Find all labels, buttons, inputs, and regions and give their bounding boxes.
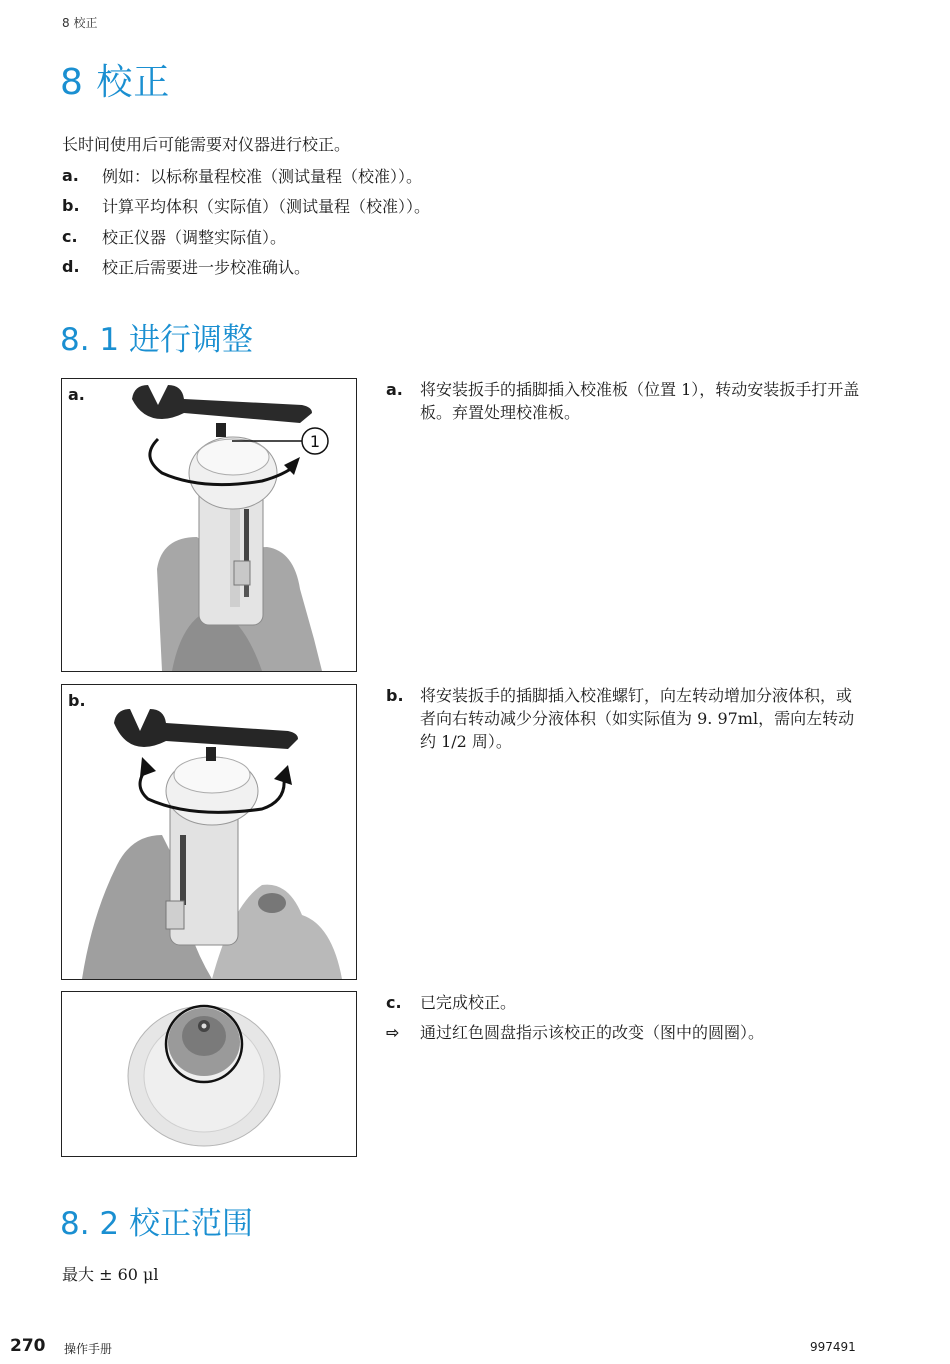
step-description-c (386, 991, 860, 1044)
list-item-text: 校正后需要进一步校准确认。 (102, 258, 311, 278)
step-text: 已完成校正。 (420, 993, 517, 1012)
list-item (62, 160, 430, 191)
figure-a (61, 378, 357, 672)
range-value: 最大 ± 60 μl (62, 1265, 159, 1284)
list-item-text: 例如：以标称量程校准（测试量程（校准））。 (102, 166, 423, 186)
step-text: 将安装扳手的插脚插入校准板（位置 1），转动安装扳手打开盖板。弃置处理校准板。 (420, 380, 860, 422)
dispenser-wrench-turn-illustration (62, 685, 356, 979)
figure-c (61, 991, 357, 1157)
subsection-title-adjustment: 8. 1 进行调整 (60, 322, 254, 358)
list-item-text: 校正仪器（调整实际值）。 (102, 227, 287, 247)
page-number: 270 (10, 1336, 46, 1356)
dispenser-top-view-illustration (62, 992, 356, 1156)
step-text: 将安装扳手的插脚插入校准螺钉，向左转动增加分液体积，或者向右转动减少分液体积（如实际值为 9. 97ml，需向左转动约 1/2 周）。 (420, 686, 855, 751)
list-marker: b. (62, 196, 80, 216)
running-header: 8 校正 (62, 16, 98, 30)
manual-title: 操作手册 (64, 1342, 113, 1356)
step-description-b (386, 684, 860, 753)
list-marker: c. (62, 226, 78, 246)
figure-label: a. (68, 385, 85, 404)
result-arrow-icon: ⇨ (386, 1023, 400, 1042)
step-marker: a. (386, 380, 403, 399)
step-marker: c. (386, 993, 402, 1012)
procedure-list (62, 160, 430, 282)
list-item (62, 191, 430, 222)
dispenser-wrench-illustration (62, 379, 356, 671)
callout-number: 1 (309, 432, 321, 451)
subsection-title-range: 8. 2 校正范围 (60, 1206, 254, 1242)
result-text: 通过红色圆盘指示该校正的改变（图中的圆圈）。 (420, 1023, 765, 1042)
section-title: 8 校正 (60, 62, 171, 103)
figure-b (61, 684, 357, 980)
figure-label: b. (68, 691, 86, 710)
list-marker: a. (62, 165, 79, 185)
step-marker: b. (386, 686, 404, 705)
step-description-a (386, 378, 860, 424)
list-item-text: 计算平均体积（实际值）（测试量程（校准））。 (102, 197, 431, 217)
section-intro: 长时间使用后可能需要对仪器进行校正。 (62, 135, 351, 154)
document-number: 997491 (810, 1340, 856, 1354)
list-item (62, 221, 430, 252)
list-item (62, 252, 430, 283)
list-marker: d. (62, 257, 80, 277)
